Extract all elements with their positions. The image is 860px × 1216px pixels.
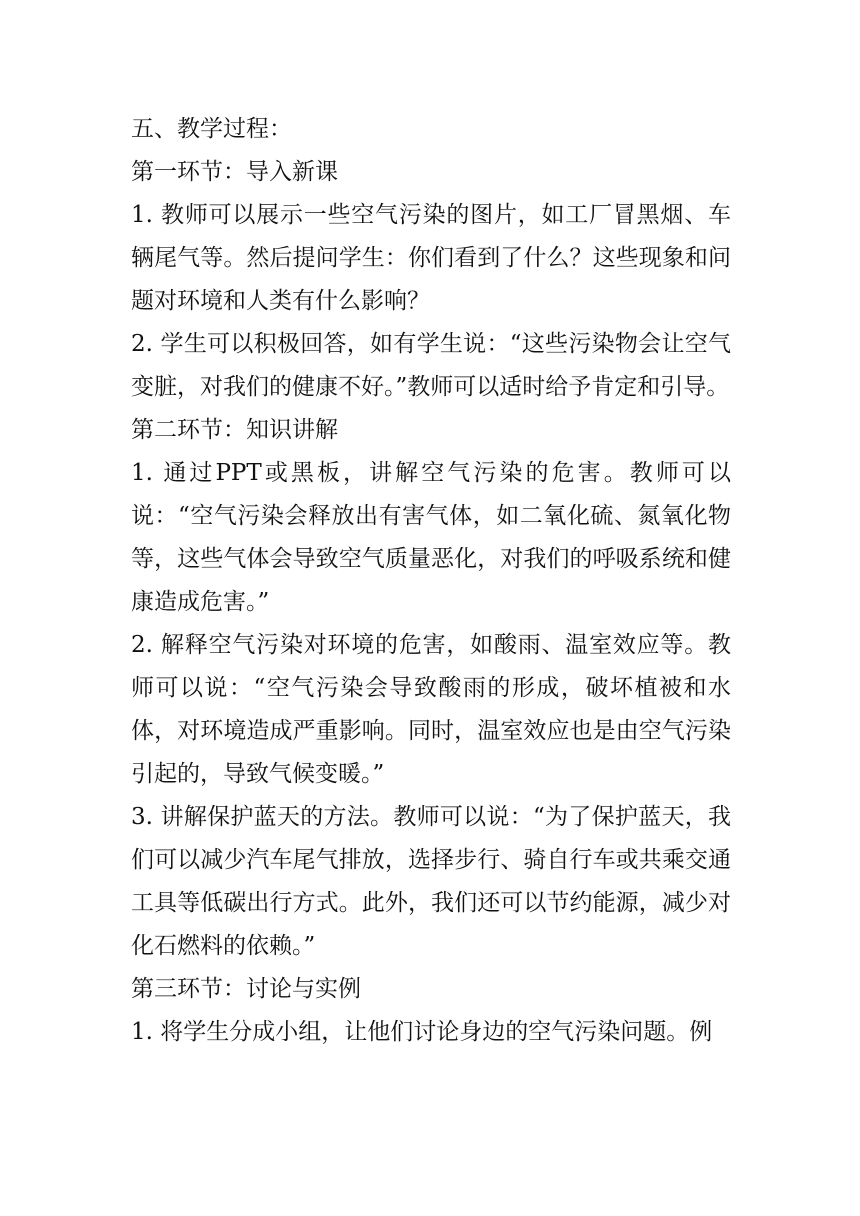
- paragraph-intro-step-1: 1. 教师可以展示一些空气污染的图片，如工厂冒黑烟、车辆尾气等。然后提问学生：你们看到了什么？这些现象和问题对环境和人类有什么影响？: [131, 202, 731, 314]
- paragraph-discussion-step-1: 1. 将学生分成小组，让他们讨论身边的空气污染问题。例: [131, 1019, 713, 1045]
- paragraph-knowledge-step-1: 1. 通过PPT或黑板，讲解空气污染的危害。教师可以说：“空气污染会释放出有害气体，如二氧化硫、氮氧化物等，这些气体会导致空气质量恶化，对我们的呼吸系统和健康造成危害。”: [131, 460, 731, 615]
- subsection-heading-discussion: 第三环节：讨论与实例: [131, 976, 361, 1002]
- section-heading-teaching-process: 五、教学过程：: [131, 116, 292, 142]
- subsection-heading-introduction: 第一环节：导入新课: [131, 159, 338, 185]
- subsection-heading-knowledge: 第二环节：知识讲解: [131, 417, 338, 443]
- document-body: [131, 108, 731, 1054]
- paragraph-knowledge-step-2: 2. 解释空气污染对环境的危害，如酸雨、温室效应等。教师可以说：“空气污染会导致酸雨的形成，破坏植被和水体，对环境造成严重影响。同时，温室效应也是由空气污染引起的，导致气候变暖。”: [131, 632, 731, 787]
- paragraph-knowledge-step-3: 3. 讲解保护蓝天的方法。教师可以说：“为了保护蓝天，我们可以减少汽车尾气排放，选择步行、骑自行车或共乘交通工具等低碳出行方式。此外，我们还可以节约能源，减少对化石燃料的依赖。”: [131, 804, 731, 959]
- paragraph-intro-step-2: 2. 学生可以积极回答，如有学生说：“这些污染物会让空气变脏，对我们的健康不好。”教师可以适时给予肯定和引导。: [131, 331, 731, 400]
